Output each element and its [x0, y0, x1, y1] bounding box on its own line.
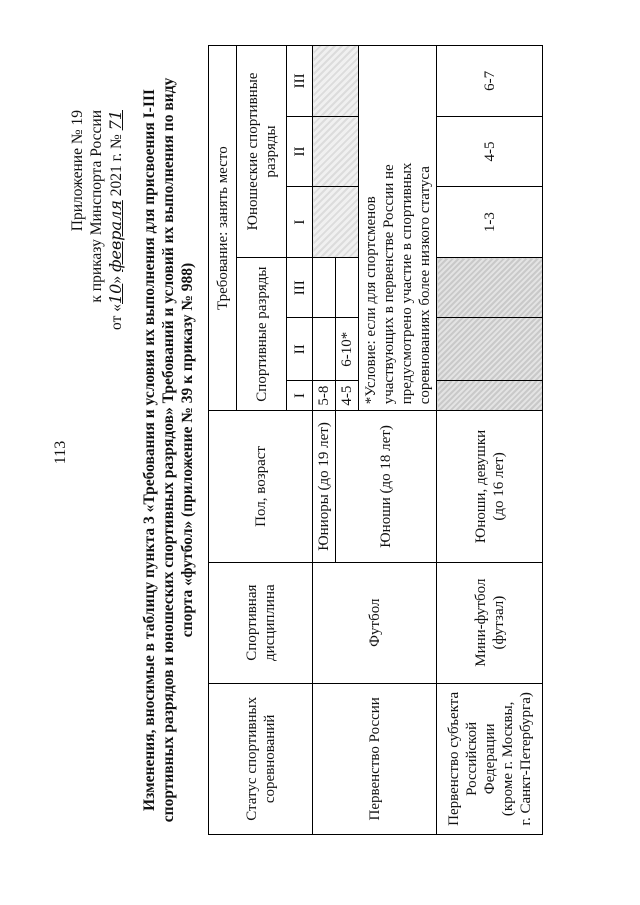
date-day: 10 — [106, 283, 125, 304]
row2-rank-III — [437, 257, 543, 318]
header-rank-I: I — [287, 381, 313, 411]
row2-rank-II — [437, 318, 543, 381]
row1-youth-II — [313, 116, 359, 187]
header-youth-I: I — [287, 187, 313, 258]
row2-status-line-2: Российской Федерации — [463, 721, 498, 796]
header-rank-III: III — [287, 257, 313, 318]
footnote-line-2: участвующих в первенстве России не — [380, 164, 397, 405]
header-status: Статус спортивных соревнований — [209, 683, 313, 834]
title-line-1: Изменения, вносимые в таблицу пункта 3 «Требования и условия их выполнения для присвоения I-III — [141, 89, 158, 811]
header-sport-ranks: Спортивные разряды — [237, 257, 287, 410]
row1-juniors-rank-II — [313, 318, 336, 381]
row1-youths-rank-I: 4-5 — [336, 381, 359, 411]
date-prefix: от « — [108, 304, 125, 330]
header-rank-II: II — [287, 318, 313, 381]
row1-youth-I — [313, 187, 359, 258]
row1-juniors-rank-I: 5-8 — [313, 381, 336, 411]
row1-status: Первенство России — [313, 683, 437, 834]
row2-discipline-line-1: Мини-футбол — [472, 578, 489, 667]
date-month: февраля — [106, 200, 125, 273]
page-number: 113 — [52, 440, 69, 465]
title-line-3: спорта «футбол» (приложение № 39 к приказу № 988) — [179, 262, 196, 638]
header-youth-ranks: Юношеские спортивные разряды — [237, 46, 287, 258]
date-year: 2021 г. № — [108, 134, 125, 197]
annex-date-line — [106, 110, 126, 330]
row1-juniors: Юниоры (до 19 лет) — [313, 411, 336, 562]
row1-discipline: Футбол — [313, 562, 437, 683]
order-number: 71 — [106, 110, 125, 131]
annex-number: Приложение № 19 — [69, 110, 86, 232]
annex-order-ref: к приказу Минспорта России — [88, 110, 105, 303]
row1-youths-rank-III — [336, 257, 359, 318]
footnote-line-1: *Условие: если для спортсменов — [362, 196, 379, 405]
row2-discipline — [437, 562, 543, 683]
row1-footnote — [359, 46, 437, 411]
row1-youths: Юноши (до 18 лет) — [336, 411, 437, 562]
row2-discipline-line-2: (футзал) — [490, 595, 507, 650]
row2-gender-age — [437, 411, 543, 562]
footnote-line-3: предусмотрено участие в спортивных — [398, 162, 415, 405]
header-youth-II: II — [287, 116, 313, 187]
header-discipline: Спортивная дисциплина — [209, 562, 313, 683]
requirements-table — [208, 45, 543, 835]
row2-gender-age-line-1: Юноши, девушки — [472, 429, 489, 544]
footnote-line-4: соревнованиях более низкого статуса — [416, 166, 433, 405]
row2-youth-III: 6-7 — [437, 46, 543, 117]
document-title — [140, 65, 197, 835]
date-mid: » — [108, 275, 125, 284]
row2-gender-age-line-2: (до 16 лет) — [490, 452, 507, 521]
row1-youths-rank-II: 6-10* — [336, 318, 359, 381]
row2-rank-I — [437, 381, 543, 411]
row2-status — [437, 683, 543, 834]
row1-youth-III — [313, 46, 359, 117]
row2-youth-I: 1-3 — [437, 187, 543, 258]
header-youth-III: III — [287, 46, 313, 117]
title-line-2: спортивных разрядов и юношеских спортивных разрядов» Требований и условий их выполнения по виду — [160, 77, 177, 823]
annex-header — [68, 110, 126, 330]
row1-juniors-rank-III — [313, 257, 336, 318]
row2-status-line-3: (кроме г. Москвы, — [499, 701, 516, 817]
row2-status-line-4: г. Санкт-Петербурга) — [517, 692, 534, 826]
row2-status-line-1: Первенство субъекта — [445, 691, 462, 826]
row2-youth-II: 4-5 — [437, 116, 543, 187]
header-requirement: Требование: занять место — [209, 46, 237, 411]
header-gender-age: Пол, возраст — [209, 411, 313, 562]
